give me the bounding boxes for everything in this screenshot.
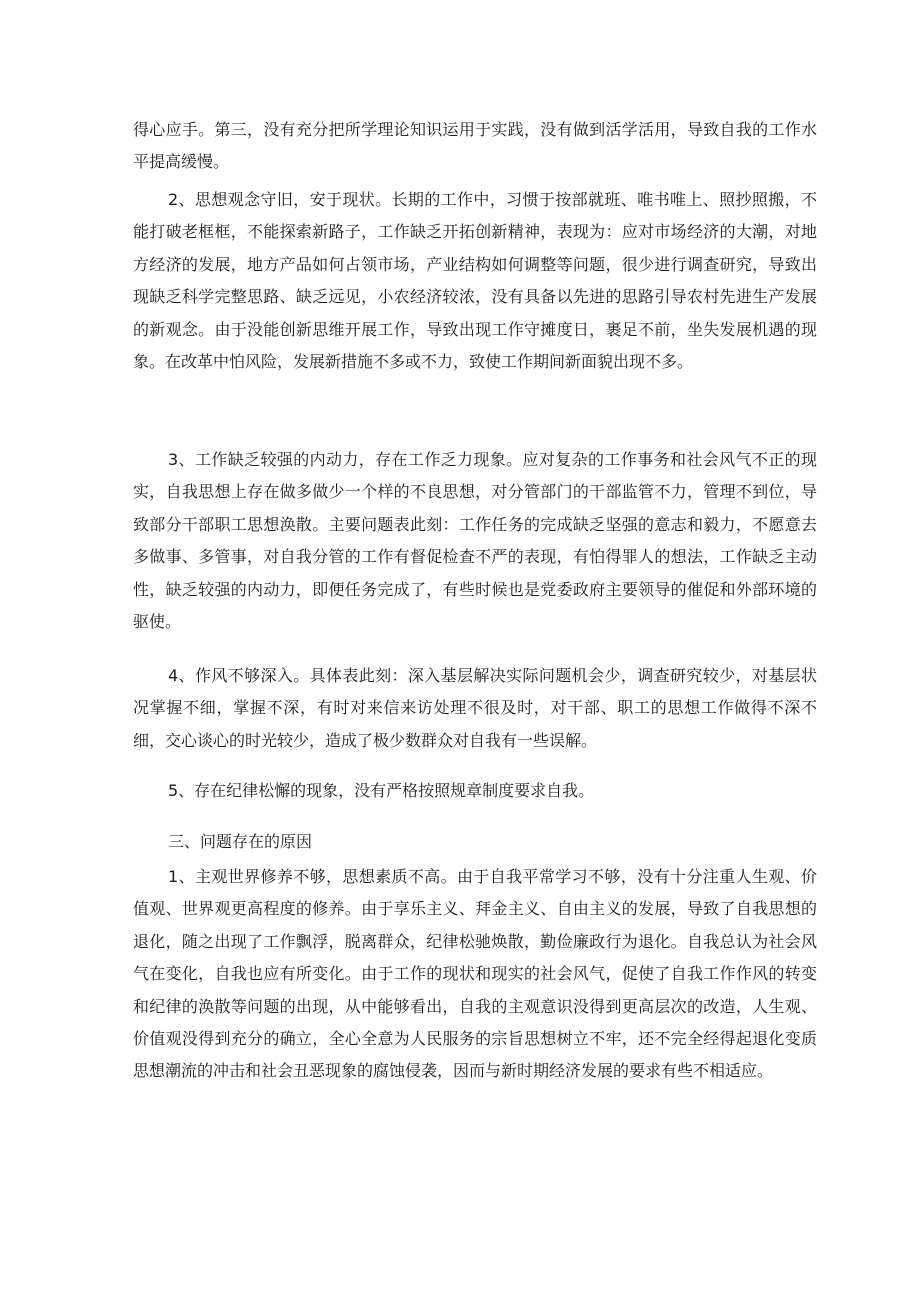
section-heading — [133, 826, 817, 858]
paragraph-text: 5、存在纪律松懈的现象，没有严格按照规章制度要求自我。 — [168, 781, 595, 800]
paragraph-text: 1、主观世界修养不够，思想素质不高。由于自我平常学习不够，没有十分注重人生观、价值观、世界观更高程度的修养。由于享乐主义、拜金主义、自由主义的发展，导致了自我思想的退化，随之出现了工作飘浮，脱离群众，纪律松驰焕散，勤俭廉政行为退化。自我总认为社会风气在变化，自我也应有所变化。由于工作的现状和现实的社会风气，促使了自我工作作风的转变和纪律的涣散等问题的出现，从中能够看出，自我的主观意识没得到更高层次的改造，人生观、价值观没得到充分的确立，全心全意为人民服务的宗旨思想树立不牢，还不完全经得起退化变质思想潮流的冲击和社会丑恶现象的腐蚀侵袭，因而与新时期经济发展的要求有些不相适应。 — [133, 867, 817, 1081]
paragraph-item-5 — [133, 775, 817, 807]
paragraph-text: 得心应手。第三，没有充分把所学理论知识运用于实践，没有做到活学活用，导致自我的工作水平提高缓慢。 — [133, 120, 817, 172]
section-heading-text: 三、问题存在的原因 — [168, 832, 313, 851]
section-paragraph-1 — [133, 861, 817, 1088]
paragraph-item-4 — [133, 660, 817, 757]
paragraph-item-2 — [133, 184, 817, 378]
paragraph-text: 2、思想观念守旧，安于现状。长期的工作中，习惯于按部就班、唯书唯上、照抄照搬，不能打破老框框，不能探索新路子，工作缺乏开拓创新精神，表现为：应对市场经济的大潮，对地方经济的发展，地方产品如何占领市场，产业结构如何调整等问题，很少进行调查研究，导致出现缺乏科学完整思路、缺乏远见，小农经济较浓，没有具备以先进的思路引导农村先进生产发展的新观念。由于没能创新思维开展工作，导致出现工作守摊度日，裹足不前，坐失发展机遇的现象。在改革中怕风险，发展新措施不多或不力，致使工作期间新面貌出现不多。 — [133, 190, 817, 372]
paragraph-text: 4、作风不够深入。具体表此刻：深入基层解决实际问题机会少，调查研究较少，对基层状况掌握不细，掌握不深，有时对来信来访处理不很及时，对干部、职工的思想工作做得不深不细，交心谈心的时光较少，造成了极少数群众对自我有一些误解。 — [133, 666, 817, 750]
paragraph-item-3 — [133, 444, 817, 638]
paragraph-continuation — [133, 114, 817, 179]
paragraph-text: 3、工作缺乏较强的内动力，存在工作乏力现象。应对复杂的工作事务和社会风气不正的现实，自我思想上存在做多做少一个样的不良思想，对分管部门的干部监管不力，管理不到位，导致部分干部职工思想涣散。主要问题表此刻：工作任务的完成缺乏坚强的意志和毅力，不愿意去多做事、多管事，对自我分管的工作有督促检查不严的表现，有怕得罪人的想法，工作缺乏主动性，缺乏较强的内动力，即便任务完成了，有些时候也是党委政府主要领导的催促和外部环境的驱使。 — [133, 450, 817, 632]
